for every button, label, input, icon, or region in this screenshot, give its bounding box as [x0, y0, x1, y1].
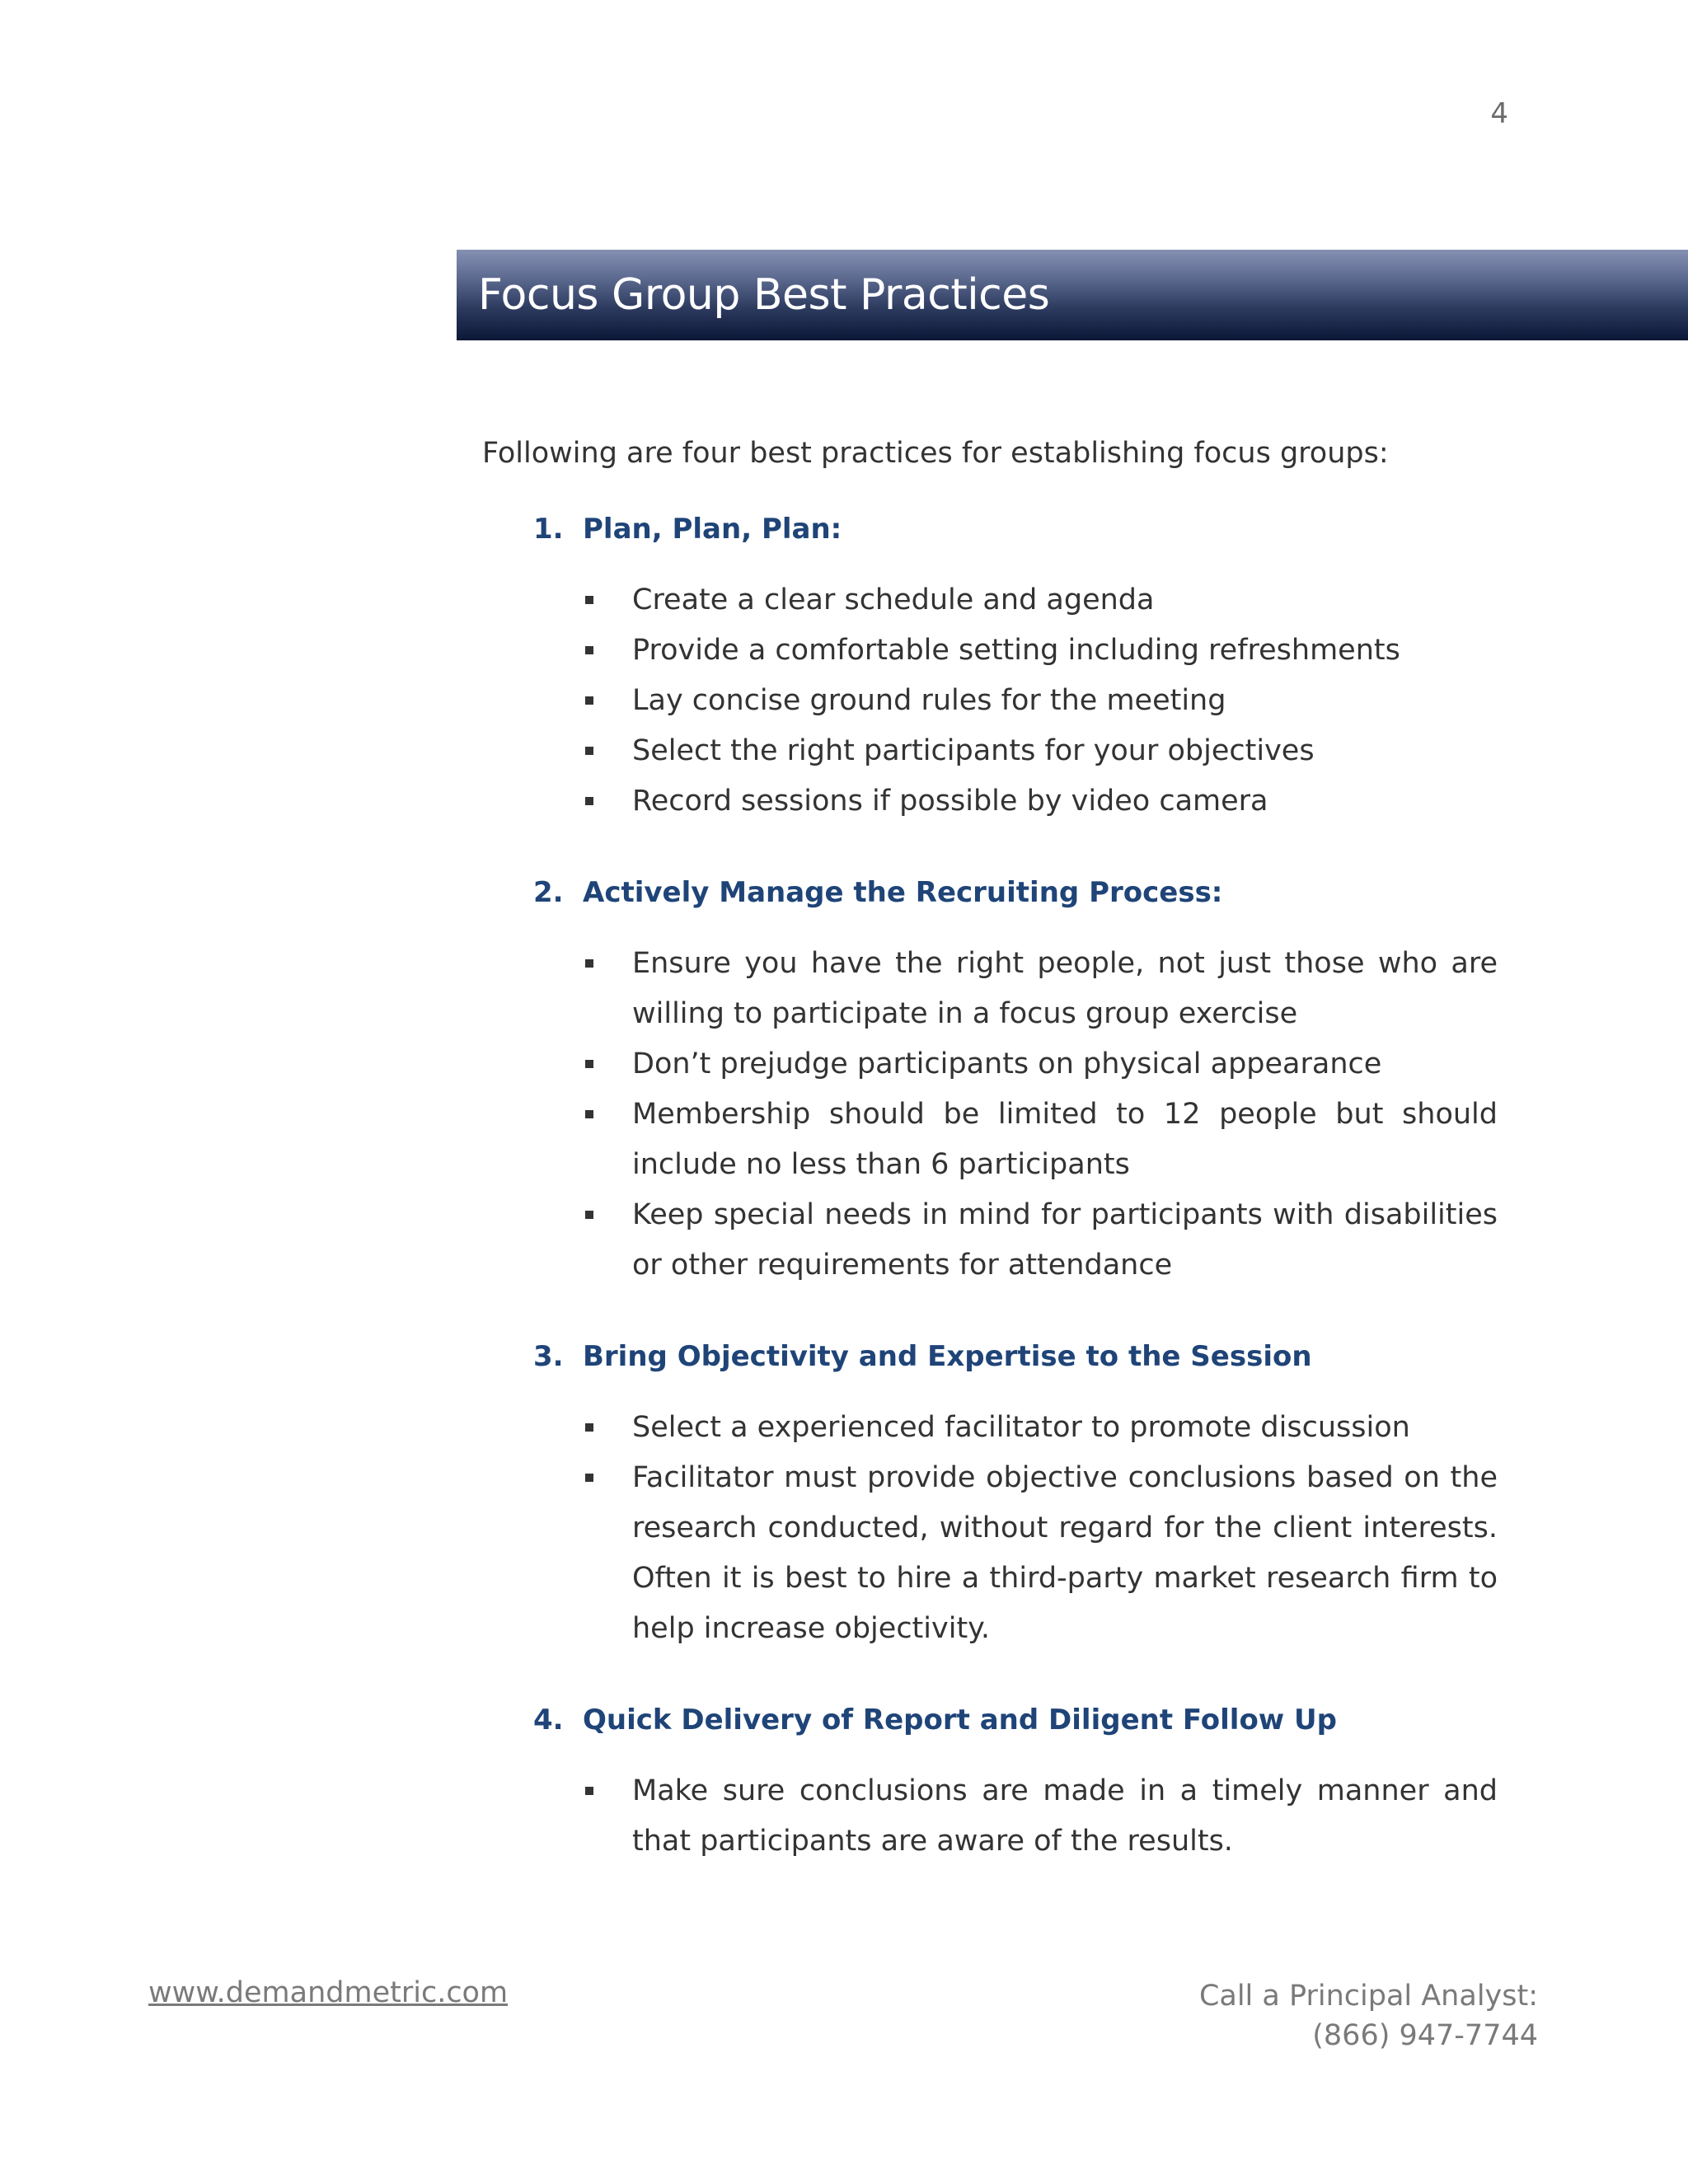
website-link[interactable]: www.demandmetric.com — [148, 1976, 509, 2009]
square-bullet-icon — [585, 1474, 593, 1482]
section-objectivity — [482, 1332, 1498, 1654]
list-item-text: Select the right participants for your objectives — [632, 734, 1315, 767]
square-bullet-icon — [585, 1787, 593, 1795]
square-bullet-icon — [585, 1110, 593, 1118]
section-title: Plan, Plan, Plan: — [583, 513, 842, 546]
section-number: 2. — [533, 876, 564, 909]
main-content — [482, 429, 1498, 1908]
square-bullet-icon — [585, 696, 593, 705]
list-item-text: Keep special needs in mind for participants with disabilities or other requirements for attendance — [632, 1198, 1498, 1282]
list-item-text: Create a clear schedule and agenda — [632, 583, 1155, 616]
square-bullet-icon — [585, 1423, 593, 1432]
list-item — [482, 575, 1498, 626]
section-delivery — [482, 1695, 1498, 1867]
bullet-list — [482, 939, 1498, 1291]
page-title: Focus Group Best Practices — [478, 270, 1050, 320]
section-heading — [533, 504, 1498, 554]
list-item-text: Membership should be limited to 12 people but should include no less than 6 participants — [632, 1098, 1498, 1181]
square-bullet-icon — [585, 1211, 593, 1219]
section-heading — [533, 1695, 1498, 1745]
list-item — [482, 1039, 1498, 1090]
square-bullet-icon — [585, 1060, 593, 1068]
list-item-text: Ensure you have the right people, not just those who are willing to participate in a focus group exercise — [632, 947, 1498, 1030]
list-item-text: Provide a comfortable setting including refreshments — [632, 634, 1400, 667]
list-item-text: Make sure conclusions are made in a timely manner and that participants are aware of the results. — [632, 1774, 1498, 1858]
section-plan — [482, 504, 1498, 827]
list-item — [482, 939, 1498, 1039]
section-title: Actively Manage the Recruiting Process: — [583, 876, 1223, 909]
list-item-text: Record sessions if possible by video camera — [632, 785, 1268, 818]
title-banner — [457, 250, 1688, 340]
square-bullet-icon — [585, 959, 593, 968]
square-bullet-icon — [585, 747, 593, 755]
list-item — [482, 1190, 1498, 1291]
square-bullet-icon — [585, 646, 593, 654]
section-heading — [533, 868, 1498, 917]
list-item — [482, 1453, 1498, 1654]
list-item — [482, 726, 1498, 776]
list-item-text: Select a experienced facilitator to promote discussion — [632, 1411, 1410, 1444]
section-number: 4. — [533, 1704, 564, 1736]
bullet-list — [482, 575, 1498, 827]
page-number: 4 — [1490, 97, 1508, 130]
phone-number: (866) 947-7744 — [1312, 2019, 1538, 2052]
list-item — [482, 776, 1498, 827]
intro-paragraph: Following are four best practices for establishing focus groups: — [482, 437, 1389, 470]
call-analyst-label: Call a Principal Analyst: — [1198, 1980, 1538, 2013]
section-number: 1. — [533, 513, 564, 546]
list-item-text: Don’t prejudge participants on physical appearance — [632, 1047, 1382, 1080]
section-heading — [533, 1332, 1498, 1381]
section-title: Quick Delivery of Report and Diligent Follow Up — [583, 1704, 1337, 1736]
list-item — [482, 1403, 1498, 1453]
list-item-text: Facilitator must provide objective conclusions based on the research conducted, without regard for the client interests. Often it is best to hire a third-party market research firm to help increase objectivity. — [632, 1461, 1498, 1645]
list-item-text: Lay concise ground rules for the meeting — [632, 684, 1226, 717]
square-bullet-icon — [585, 596, 593, 604]
bullet-list — [482, 1766, 1498, 1867]
section-number: 3. — [533, 1340, 564, 1373]
square-bullet-icon — [585, 797, 593, 805]
bullet-list — [482, 1403, 1498, 1654]
list-item — [482, 1090, 1498, 1190]
contact-info — [1199, 1976, 1538, 2055]
list-item — [482, 626, 1498, 676]
list-item — [482, 676, 1498, 726]
section-recruiting — [482, 868, 1498, 1291]
list-item — [482, 1766, 1498, 1867]
section-title: Bring Objectivity and Expertise to the Session — [583, 1340, 1312, 1373]
